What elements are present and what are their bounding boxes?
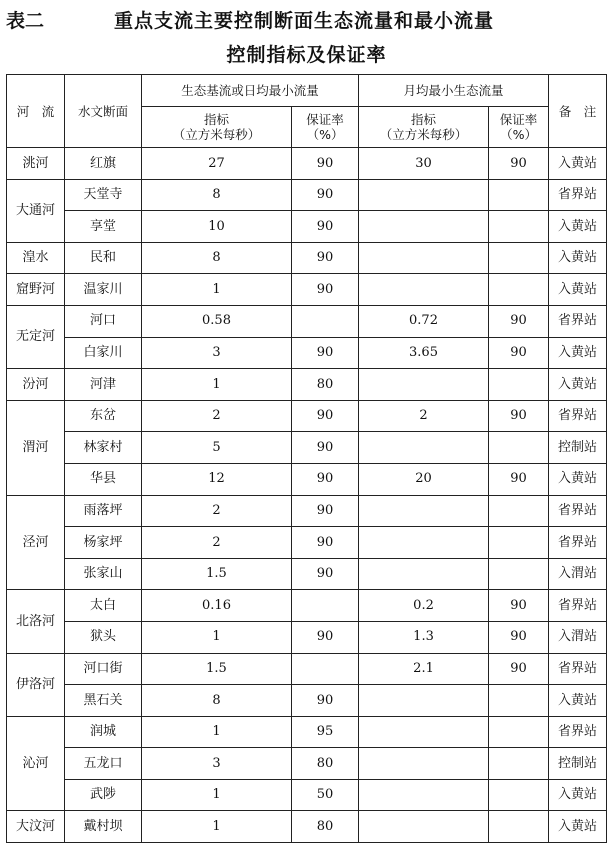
daily-value-cell: 8	[142, 242, 292, 274]
monthly-value-cell: 0.72	[359, 305, 489, 337]
river-name-cell: 汾河	[7, 369, 65, 401]
monthly-value-cell	[359, 179, 489, 211]
note-header: 备 注	[549, 75, 607, 148]
monthly-rate-cell	[489, 432, 549, 464]
station-cell: 杨家坪	[65, 527, 142, 559]
table-row	[7, 432, 607, 464]
note-cell: 入黄站	[549, 242, 607, 274]
table-row	[7, 400, 607, 432]
river-name-cell: 泾河	[7, 495, 65, 590]
table-row	[7, 811, 607, 843]
document-title-line1: 重点支流主要控制断面生态流量和最小流量	[114, 10, 495, 32]
monthly-rate-cell: 90	[489, 400, 549, 432]
station-cell: 温家川	[65, 274, 142, 306]
note-cell: 省界站	[549, 653, 607, 685]
rate-unit: （%）	[500, 127, 537, 142]
monthly-rate-cell	[489, 211, 549, 243]
station-cell: 黑石关	[65, 685, 142, 717]
table-row	[7, 558, 607, 590]
station-cell: 民和	[65, 242, 142, 274]
monthly-rate-cell	[489, 779, 549, 811]
daily-rate-cell: 90	[292, 148, 359, 180]
monthly-rate-cell	[489, 558, 549, 590]
daily-value-cell: 8	[142, 179, 292, 211]
river-name-cell: 大汶河	[7, 811, 65, 843]
daily-value-cell: 3	[142, 748, 292, 780]
note-cell: 入黄站	[549, 274, 607, 306]
indicator-unit: （立方米每秒）	[379, 127, 468, 142]
daily-rate-cell: 80	[292, 811, 359, 843]
monthly-rate-cell: 90	[489, 621, 549, 653]
river-name-cell: 渭河	[7, 400, 65, 495]
station-cell: 东岔	[65, 400, 142, 432]
monthly-value-cell: 2	[359, 400, 489, 432]
table-row	[7, 274, 607, 306]
monthly-rate-cell	[489, 179, 549, 211]
note-cell: 入黄站	[549, 148, 607, 180]
station-header: 水文断面	[65, 75, 142, 148]
monthly-value-cell	[359, 811, 489, 843]
daily-value-cell: 5	[142, 432, 292, 464]
table-row	[7, 369, 607, 401]
flow-control-table	[6, 74, 607, 843]
daily-rate-cell: 90	[292, 527, 359, 559]
note-cell: 控制站	[549, 748, 607, 780]
monthly-value-cell: 3.65	[359, 337, 489, 369]
note-cell: 入黄站	[549, 337, 607, 369]
daily-rate-cell: 90	[292, 558, 359, 590]
title-row	[0, 6, 613, 34]
river-name-cell: 沁河	[7, 716, 65, 811]
daily-rate-cell: 90	[292, 621, 359, 653]
daily-rate-cell: 80	[292, 369, 359, 401]
indicator-label: 指标	[411, 112, 437, 127]
daily-rate-cell: 90	[292, 400, 359, 432]
daily-value-cell: 3	[142, 337, 292, 369]
station-cell: 润城	[65, 716, 142, 748]
station-cell: 享堂	[65, 211, 142, 243]
river-name-cell: 窟野河	[7, 274, 65, 306]
monthly-value-cell	[359, 558, 489, 590]
daily-rate-cell: 90	[292, 337, 359, 369]
station-cell: 武陟	[65, 779, 142, 811]
daily-value-cell: 8	[142, 685, 292, 717]
monthly-rate-cell: 90	[489, 590, 549, 622]
daily-group-header: 生态基流或日均最小流量	[142, 75, 359, 107]
table-row	[7, 716, 607, 748]
note-cell: 入渭站	[549, 558, 607, 590]
daily-value-cell: 1	[142, 716, 292, 748]
monthly-value-cell	[359, 211, 489, 243]
table-row	[7, 179, 607, 211]
daily-value-cell: 1.5	[142, 558, 292, 590]
river-name-cell: 洮河	[7, 148, 65, 180]
indicator-label: 指标	[203, 112, 229, 127]
monthly-rate-cell	[489, 242, 549, 274]
note-cell: 省界站	[549, 400, 607, 432]
monthly-value-cell	[359, 432, 489, 464]
station-cell: 河口街	[65, 653, 142, 685]
daily-rate-cell	[292, 653, 359, 685]
monthly-value-cell	[359, 495, 489, 527]
monthly-value-cell	[359, 242, 489, 274]
note-cell: 入渭站	[549, 621, 607, 653]
table-row	[7, 305, 607, 337]
monthly-rate-cell: 90	[489, 305, 549, 337]
daily-rate-cell	[292, 590, 359, 622]
table-row	[7, 653, 607, 685]
station-cell: 张家山	[65, 558, 142, 590]
table-row	[7, 148, 607, 180]
note-cell: 控制站	[549, 432, 607, 464]
table-row	[7, 685, 607, 717]
monthly-rate-cell: 90	[489, 337, 549, 369]
daily-rate-cell: 90	[292, 432, 359, 464]
table-row	[7, 590, 607, 622]
daily-rate-cell: 90	[292, 211, 359, 243]
daily-value-cell: 1.5	[142, 653, 292, 685]
monthly-rate-cell	[489, 748, 549, 780]
note-cell: 入黄站	[549, 369, 607, 401]
monthly-value-cell: 30	[359, 148, 489, 180]
rate-label: 保证率	[499, 112, 538, 127]
daily-rate-cell	[292, 305, 359, 337]
station-cell: 华县	[65, 463, 142, 495]
table-row	[7, 527, 607, 559]
table-row	[7, 495, 607, 527]
daily-value-cell: 2	[142, 400, 292, 432]
table-label: 表二	[6, 10, 45, 32]
daily-indicator-header	[142, 107, 292, 148]
monthly-rate-cell	[489, 274, 549, 306]
monthly-rate-cell	[489, 716, 549, 748]
document-title-line2: 控制指标及保证率	[226, 44, 387, 66]
daily-rate-cell: 90	[292, 685, 359, 717]
note-cell: 入黄站	[549, 685, 607, 717]
table-body	[7, 148, 607, 843]
station-cell: 五龙口	[65, 748, 142, 780]
note-cell: 省界站	[549, 495, 607, 527]
daily-rate-cell: 90	[292, 274, 359, 306]
note-cell: 入黄站	[549, 463, 607, 495]
station-cell: 红旗	[65, 148, 142, 180]
table-row	[7, 463, 607, 495]
monthly-value-cell	[359, 748, 489, 780]
monthly-rate-cell: 90	[489, 653, 549, 685]
daily-rate-cell: 90	[292, 179, 359, 211]
monthly-value-cell: 1.3	[359, 621, 489, 653]
table-row	[7, 748, 607, 780]
monthly-group-header: 月均最小生态流量	[359, 75, 549, 107]
monthly-rate-cell: 90	[489, 148, 549, 180]
rate-unit: （%）	[306, 127, 344, 142]
daily-value-cell: 1	[142, 621, 292, 653]
rate-label: 保证率	[306, 112, 344, 127]
station-cell: 林家村	[65, 432, 142, 464]
monthly-value-cell	[359, 685, 489, 717]
daily-value-cell: 12	[142, 463, 292, 495]
monthly-rate-cell	[489, 369, 549, 401]
monthly-rate-cell: 90	[489, 463, 549, 495]
header-row-1	[7, 75, 607, 107]
table-row	[7, 621, 607, 653]
daily-rate-header	[292, 107, 359, 148]
monthly-rate-cell	[489, 527, 549, 559]
table-row	[7, 211, 607, 243]
note-cell: 省界站	[549, 179, 607, 211]
monthly-value-cell	[359, 716, 489, 748]
monthly-value-cell: 0.2	[359, 590, 489, 622]
monthly-indicator-header	[359, 107, 489, 148]
note-cell: 省界站	[549, 590, 607, 622]
indicator-unit: （立方米每秒）	[172, 127, 261, 142]
daily-value-cell: 10	[142, 211, 292, 243]
table-row	[7, 337, 607, 369]
monthly-value-cell	[359, 369, 489, 401]
river-name-cell: 北洛河	[7, 590, 65, 653]
note-cell: 省界站	[549, 305, 607, 337]
note-cell: 入黄站	[549, 211, 607, 243]
note-cell: 省界站	[549, 716, 607, 748]
daily-value-cell: 1	[142, 274, 292, 306]
table-row	[7, 242, 607, 274]
river-name-cell: 大通河	[7, 179, 65, 242]
station-cell: 河津	[65, 369, 142, 401]
monthly-rate-cell	[489, 685, 549, 717]
daily-rate-cell: 80	[292, 748, 359, 780]
station-cell: 河口	[65, 305, 142, 337]
monthly-rate-cell	[489, 811, 549, 843]
station-cell: 雨落坪	[65, 495, 142, 527]
daily-value-cell: 2	[142, 495, 292, 527]
daily-value-cell: 1	[142, 779, 292, 811]
daily-value-cell: 27	[142, 148, 292, 180]
daily-value-cell: 1	[142, 369, 292, 401]
station-cell: 白家川	[65, 337, 142, 369]
daily-rate-cell: 90	[292, 242, 359, 274]
daily-rate-cell: 90	[292, 495, 359, 527]
daily-rate-cell: 50	[292, 779, 359, 811]
station-cell: 狱头	[65, 621, 142, 653]
river-name-cell: 伊洛河	[7, 653, 65, 716]
daily-value-cell: 1	[142, 811, 292, 843]
river-header: 河 流	[7, 75, 65, 148]
note-cell: 省界站	[549, 527, 607, 559]
daily-rate-cell: 95	[292, 716, 359, 748]
station-cell: 太白	[65, 590, 142, 622]
station-cell: 天堂寺	[65, 179, 142, 211]
monthly-rate-header	[489, 107, 549, 148]
monthly-value-cell	[359, 779, 489, 811]
note-cell: 入黄站	[549, 811, 607, 843]
river-name-cell: 无定河	[7, 305, 65, 368]
daily-value-cell: 0.58	[142, 305, 292, 337]
monthly-rate-cell	[489, 495, 549, 527]
monthly-value-cell: 2.1	[359, 653, 489, 685]
daily-rate-cell: 90	[292, 463, 359, 495]
station-cell: 戴村坝	[65, 811, 142, 843]
daily-value-cell: 2	[142, 527, 292, 559]
daily-value-cell: 0.16	[142, 590, 292, 622]
monthly-value-cell	[359, 274, 489, 306]
river-name-cell: 湟水	[7, 242, 65, 274]
note-cell: 入黄站	[549, 779, 607, 811]
monthly-value-cell	[359, 527, 489, 559]
table-row	[7, 779, 607, 811]
monthly-value-cell: 20	[359, 463, 489, 495]
